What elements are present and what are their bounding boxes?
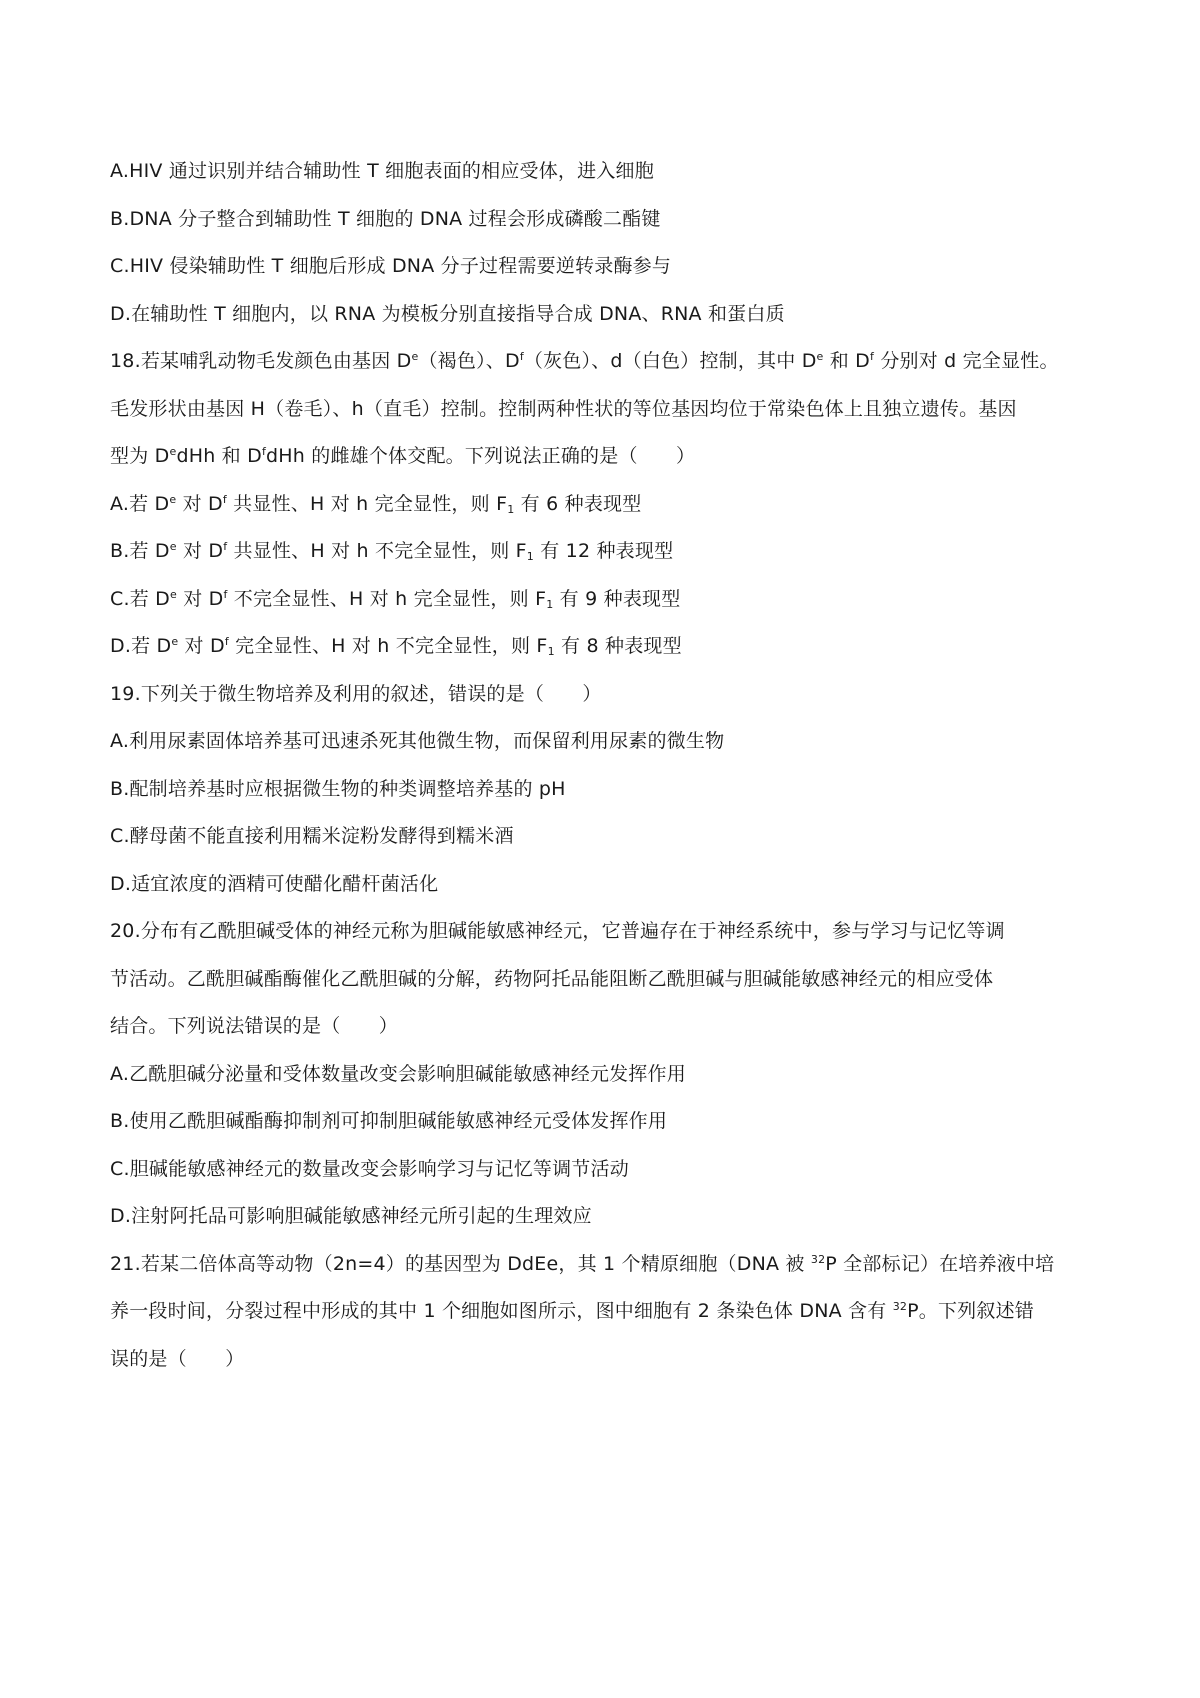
q19-stem: 19.下列关于微生物培养及利用的叙述，错误的是（ ） bbox=[110, 682, 602, 705]
q17-option-a: A.HIV 通过识别并结合辅助性 T 细胞表面的相应受体，进入细胞 bbox=[110, 160, 654, 182]
q19-option-c: C.酵母菌不能直接利用糯米淀粉发酵得到糯米酒 bbox=[110, 825, 514, 847]
q20-option-c: C.胆碱能敏感神经元的数量改变会影响学习与记忆等调节活动 bbox=[110, 1157, 629, 1180]
q19-option-a: A.利用尿素固体培养基可迅速杀死其他微生物，而保留利用尿素的微生物 bbox=[110, 730, 725, 752]
q20-option-d: D.注射阿托品可影响胆碱能敏感神经元所引起的生理效应 bbox=[110, 1205, 592, 1227]
q19-option-d: D.适宜浓度的酒精可使醋化醋杆菌活化 bbox=[110, 872, 439, 895]
q20-option-b: B.使用乙酰胆碱酯酶抑制剂可抑制胆碱能敏感神经元受体发挥作用 bbox=[110, 1110, 668, 1132]
q17-option-d: D.在辅助性 T 细胞内，以 RNA 为模板分别直接指导合成 DNA、RNA 和蛋白质 bbox=[110, 302, 785, 325]
q20-stem-line-1: 20.分布有乙酰胆碱受体的神经元称为胆碱能敏感神经元，它普遍存在于神经系统中，参与学习与记忆等调 bbox=[110, 920, 1005, 942]
q21-stem-line-1: 21.若某二倍体高等动物（2n=4）的基因型为 DdEe，其 1 个精原细胞（DNA 被 $^{32}$P 全部标记）在培养液中培 bbox=[110, 1252, 1055, 1275]
q20-option-a: A.乙酰胆碱分泌量和受体数量改变会影响胆碱能敏感神经元发挥作用 bbox=[110, 1062, 686, 1085]
q18-option-a: A.若 De 对 $D^f$ 共显性、H 对 h 完全显性，则 $F_1$ 有 6 种表现型 bbox=[110, 492, 642, 516]
q18-stem-line-2: 毛发形状由基因 H（卷毛）、h（直毛）控制。控制两种性状的等位基因均位于常染色体上且独立遗传。基因 bbox=[110, 397, 1017, 420]
question-content bbox=[110, 148, 1100, 1383]
q19-option-b: B.配制培养基时应根据微生物的种类调整培养基的 pH bbox=[110, 777, 566, 800]
q18-option-b: B.若 De 对 $D^f$ 共显性、H 对 h 不完全显性，则 $F_1$ 有 12 种表现型 bbox=[110, 540, 674, 563]
q18-option-c: C.若 De 对 $D^f$ 不完全显性、H 对 h 完全显性，则 $F_1$ 有 9 种表现型 bbox=[110, 587, 681, 611]
q18-option-d: D.若 De 对 $D^f$ 完全显性、H 对 h 不完全显性，则 $F_1$ 有 8 种表现型 bbox=[110, 635, 682, 658]
q17-option-c: C.HIV 侵染辅助性 T 细胞后形成 DNA 分子过程需要逆转录酶参与 bbox=[110, 255, 672, 277]
q21-stem-line-3: 误的是（ ） bbox=[110, 1347, 245, 1370]
q20-stem-line-3: 结合。下列说法错误的是（ ） bbox=[110, 1015, 399, 1037]
q18-stem-line-1: 18.若某哺乳动物毛发颜色由基因 De（褐色）、$D^f$（灰色）、d（白色）控制，其中 De 和 $D^f$ 分别对 d 完全显性。 bbox=[110, 350, 1059, 372]
q21-stem-line-2: 养一段时间，分裂过程中形成的其中 1 个细胞如图所示，图中细胞有 2 条染色体 DNA 含有 $^{32}$P。下列叙述错 bbox=[110, 1300, 1034, 1322]
q20-stem-line-2: 节活动。乙酰胆碱酯酶催化乙酰胆碱的分解，药物阿托品能阻断乙酰胆碱与胆碱能敏感神经元的相应受体 bbox=[110, 967, 994, 990]
q18-stem-line-3: 型为 DedHh 和 $D^fdHh$ 的雌雄个体交配。下列说法正确的是（ ） bbox=[110, 445, 696, 467]
q17-option-b: B.DNA 分子整合到辅助性 T 细胞的 DNA 过程会形成磷酸二酯键 bbox=[110, 207, 661, 230]
